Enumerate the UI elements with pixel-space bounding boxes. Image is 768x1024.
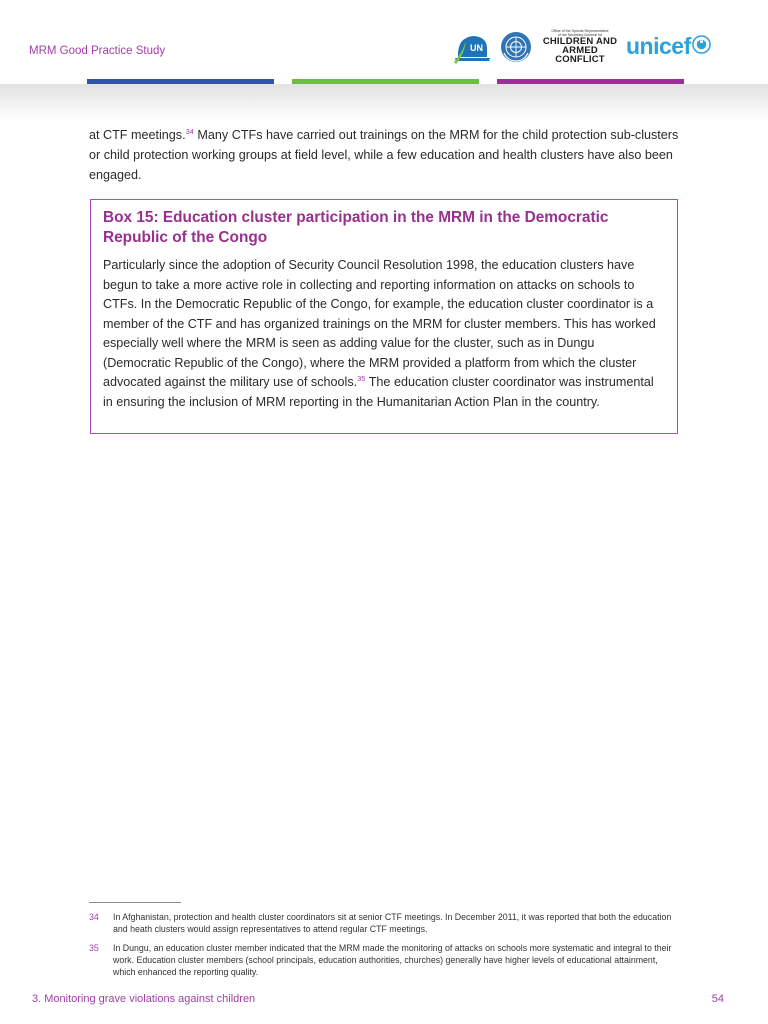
intro-text-2: Many CTFs have carried out trainings on the MRM for the child protection sub-clusters or child protection working groups at field level, while a few education and health clusters have also been engaged. <box>89 128 679 182</box>
header-gradient <box>0 84 768 122</box>
footnote-divider <box>89 902 181 903</box>
footnote-ref-35: 35 <box>357 374 366 383</box>
box-body <box>103 256 665 412</box>
caac-logo <box>538 29 622 64</box>
running-header-title: MRM Good Practice Study <box>29 45 166 57</box>
caac-office-line-1: Office of the Special Representative <box>551 29 609 33</box>
box-title: Box 15: Education cluster participation in the MRM in the Democratic Republic of the Congo <box>103 209 609 246</box>
footer-section-title: 3. Monitoring grave violations against children <box>32 993 256 1005</box>
un-label: UN <box>470 43 483 53</box>
box-body-text-2: The education cluster coordinator was instrumental in ensuring the inclusion of MRM reporting in the Humanitarian Action Plan in the country. <box>103 375 654 409</box>
box-15 <box>90 199 678 434</box>
footnote-number: 35 <box>89 943 99 953</box>
footnote-number: 34 <box>89 912 99 922</box>
un-peacekeeping-logo <box>452 31 492 65</box>
caac-line-1: CHILDREN AND <box>542 36 618 47</box>
footnote-text: In Dungu, an education cluster member indicated that the MRM made the monitoring of attacks on schools more systematic and integral to their work. Education cluster members (school principals, education authorities, churches) generally have higher levels of educational attainment, which enhanced the reporting quality. <box>113 943 672 977</box>
footnote-text: In Afghanistan, protection and health cluster coordinators sit at senior CTF meetings. In December 2011, it was reported that both the education and heath clusters would assign representatives to attend regular CTF meetings. <box>113 912 672 934</box>
caac-line-2: ARMED CONFLICT <box>555 45 605 65</box>
footnote-ref-34: 34 <box>185 127 194 136</box>
partner-logos <box>452 27 722 69</box>
un-emblem-icon <box>500 31 532 63</box>
unicef-globe-icon <box>692 35 711 54</box>
unicef-logo-text: unicef <box>626 33 691 59</box>
intro-text-1: at CTF meetings. <box>89 128 186 142</box>
page-number: 54 <box>711 993 724 1005</box>
caac-office-line-2: of the Secretary-General for <box>557 33 603 37</box>
box-body-text-1: Particularly since the adoption of Security Council Resolution 1998, the education clusters have begun to take a more active role in collecting and reporting information on attacks on schools to CTFs. In the Democratic Republic of the Congo, for example, the education cluster coordinator is a member of the CTF and has organized trainings on the MRM for cluster members. This has worked especially well where the MRM is seen as adding value for the cluster, such as in Dungu (Democratic Republic of the Congo), where the MRM provided a platform from which the cluster advocated against the military use of schools. <box>103 258 656 389</box>
intro-paragraph <box>89 125 689 185</box>
